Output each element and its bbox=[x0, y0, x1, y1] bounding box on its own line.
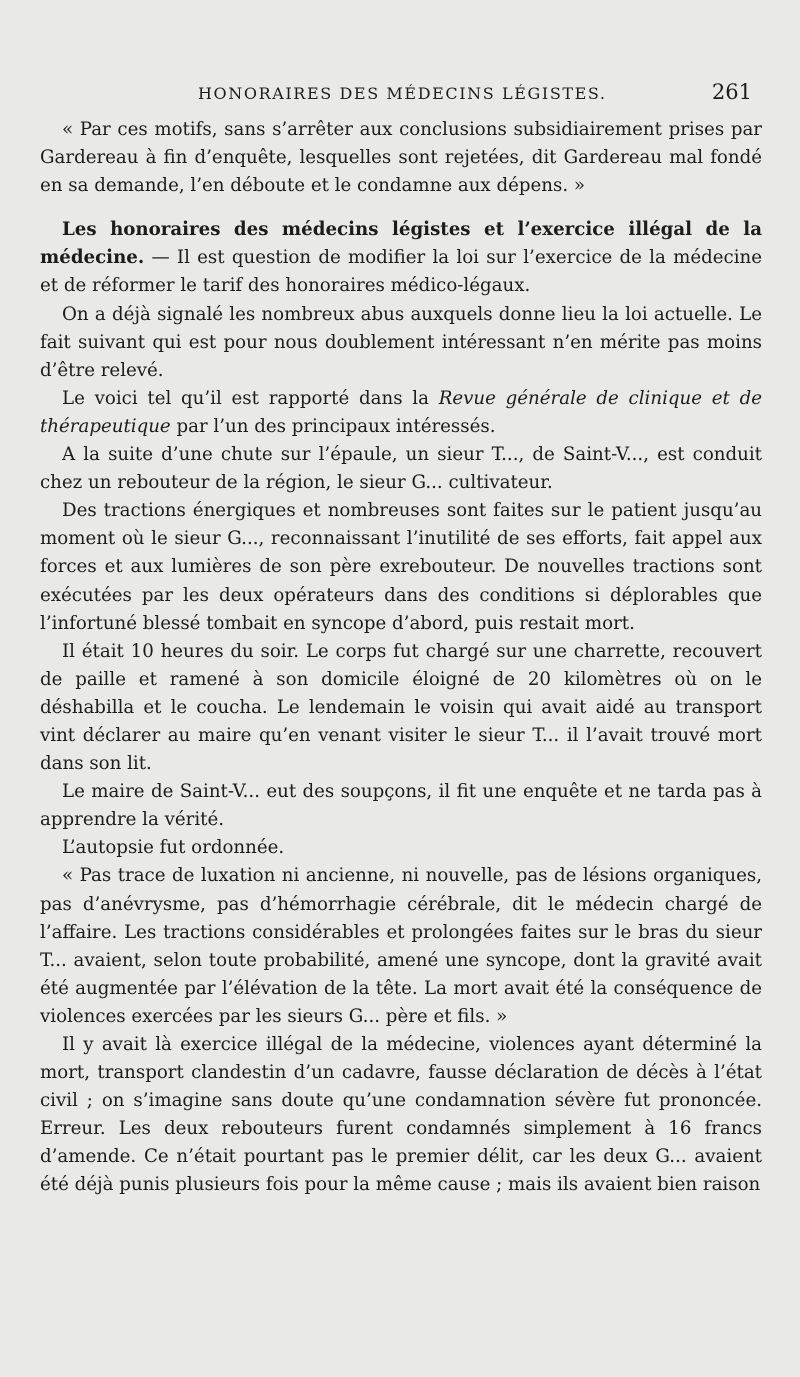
paragraph-verdict: Il y avait là exercice illégal de la médecine, violences ayant déterminé la mort, transport clandestin d’un cadavre, fausse déclaration de décès à l’état civil ; on s’imagine sans doute qu’une condamnation sévère fut prononcée. Erreur. Les deux rebouteurs furent condamnés simplement à 16 francs d’amende. Ce n’était pourtant pas le premier délit, car les deux G... avaient été déjà punis plusieurs fois pour la même cause ; mais ils avaient bien raison bbox=[40, 1034, 762, 1196]
paragraph-section-intro bbox=[40, 216, 762, 300]
paragraph-transport: Il était 10 heures du soir. Le corps fut chargé sur une charrette, recouvert de paille et ramené à son domicile éloigné de 20 kilomètres où on le déshabilla et le coucha. Le lendemain le voisin qui avait aidé au transport vint déclarer au maire qu’en venant visiter le sieur T... il l’avait trouvé mort dans son lit. bbox=[40, 640, 762, 775]
running-title: HONORAIRES DES MÉDECINS LÉGISTES. bbox=[198, 84, 607, 103]
body-text bbox=[40, 116, 762, 1200]
paragraph-judgment-quote: « Par ces motifs, sans s’arrêter aux conclusions subsidiairement prises par Gardereau à fin d’enquête, lesquelles sont rejetées, dit Gardereau mal fondé en sa demande, l’en déboute et le condamne aux dépens. » bbox=[40, 119, 762, 197]
paragraph-autopsy: L’autopsie fut ordonnée. bbox=[62, 837, 285, 859]
source-text-before: Le voici tel qu’il est rapporté dans la bbox=[62, 387, 439, 409]
paragraph-mayor: Le maire de Saint-V... eut des soupçons, il fit une enquête et ne tarda pas à apprendre la vérité. bbox=[40, 781, 762, 831]
paragraph-abuses: On a déjà signalé les nombreux abus auxquels donne lieu la loi actuelle. Le fait suivant qui est pour nous doublement intéressant n’en mérite pas moins d’être relevé. bbox=[40, 303, 762, 381]
paragraph-tractions: Des tractions énergiques et nombreuses sont faites sur le patient jusqu’au moment où le sieur G..., reconnaissant l’inutilité de ses efforts, fait appel aux forces et aux lumières de son père exrebouteur. De nouvelles tractions sont exécutées par les deux opérateurs dans des conditions si déplorables que l’infortuné blessé tombait en syncope d’abord, puis restait mort. bbox=[40, 500, 762, 634]
paragraph-medical-report: « Pas trace de luxation ni ancienne, ni nouvelle, pas de lésions organiques, pas d’anévrysme, pas d’hémorrhagie cérébrale, dit le médecin chargé de l’affaire. Les tractions considérables et prolongées faites sur le bras du sieur T... avaient, selon toute probabilité, amené une syncope, dont la gravité avait été augmentée par l’élévation de la tête. La mort avait été la conséquence de violences exercées par les sieurs G... père et fils. » bbox=[40, 865, 762, 1027]
journal-title: Revue générale de clinique et de thérapeutique bbox=[40, 387, 762, 437]
paragraph-fall: A la suite d’une chute sur l’épaule, un sieur T..., de Saint-V..., est conduit chez un rebouteur de la région, le sieur G... cultivateur. bbox=[40, 444, 762, 494]
section-title: Les honoraires des médecins légistes et l’exercice illégal de la médecine. bbox=[40, 219, 762, 269]
paragraph-source bbox=[40, 385, 762, 441]
page-number: 261 bbox=[711, 80, 752, 104]
running-header bbox=[0, 82, 800, 106]
source-text-after: par l’un des principaux intéressés. bbox=[170, 415, 496, 437]
section-intro-text: — Il est question de modifier la loi sur l’exercice de la médecine et de réformer le tarif des honoraires médico-légaux. bbox=[40, 247, 762, 297]
